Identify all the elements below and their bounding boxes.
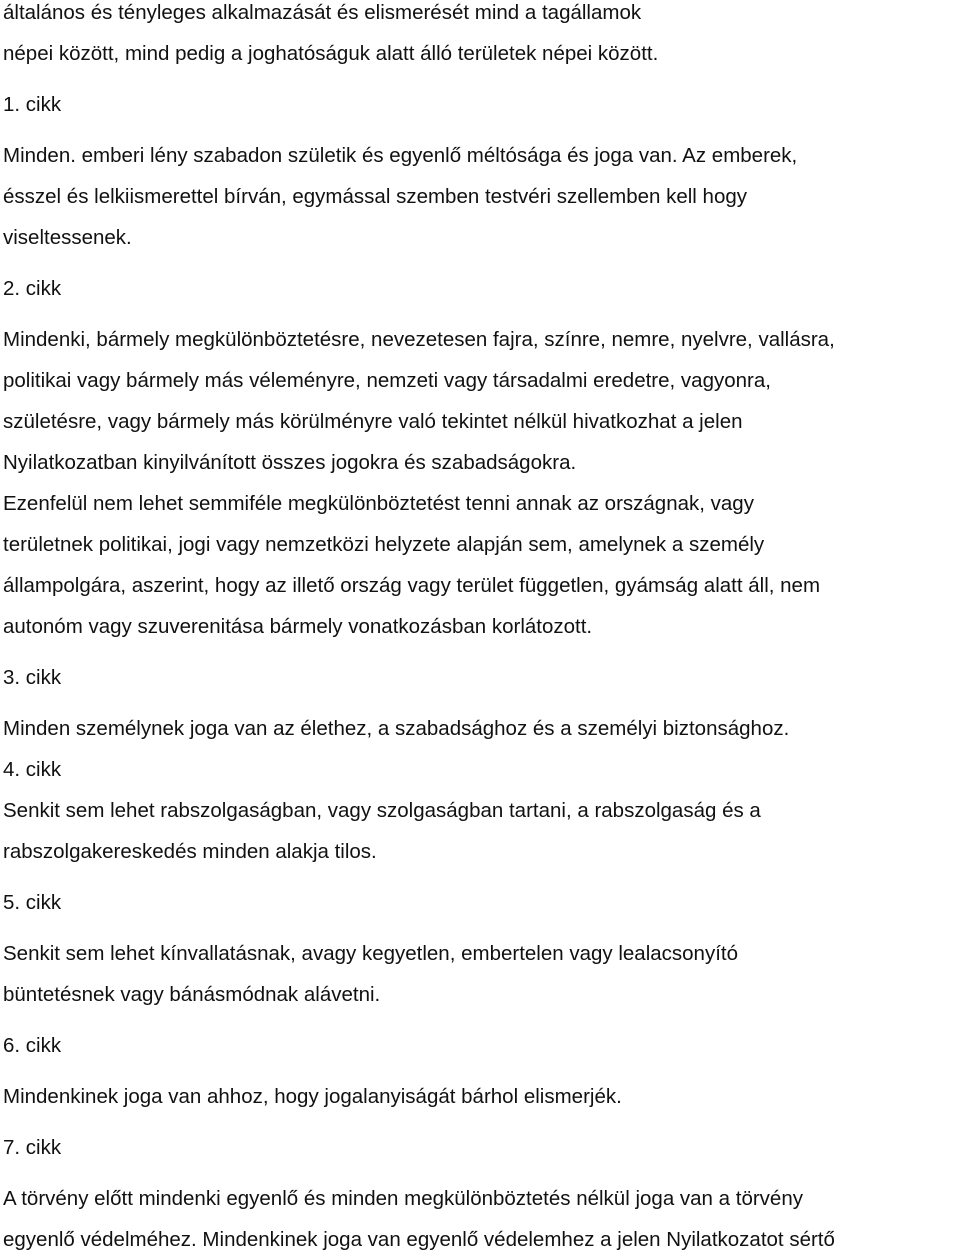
article-heading: 5. cikk <box>3 891 62 914</box>
paragraph-line: Minden. emberi lény szabadon születik és egyenlő méltósága és joga van. Az emberek, <box>3 144 798 167</box>
paragraph-line: Ezenfelül nem lehet semmiféle megkülönböztetést tenni annak az országnak, vagy <box>3 492 754 515</box>
paragraph-line: Mindenkinek joga van ahhoz, hogy jogalanyiságát bárhol elismerjék. <box>3 1085 622 1108</box>
paragraph-line: állampolgára, aszerint, hogy az illető ország vagy terület független, gyámság alatt áll, nem <box>3 574 821 597</box>
paragraph-line: egyenlő védelméhez. Mindenkinek joga van egyenlő védelemhez a jelen Nyilatkozatot sértő <box>3 1228 835 1251</box>
article-heading: 7. cikk <box>3 1136 62 1159</box>
paragraph-line: A törvény előtt mindenki egyenlő és minden megkülönböztetés nélkül joga van a törvény <box>3 1187 803 1210</box>
article-heading: 1. cikk <box>3 93 62 116</box>
paragraph-line: viseltessenek. <box>3 226 132 249</box>
paragraph-line: Mindenki, bármely megkülönböztetésre, nevezetesen fajra, színre, nemre, nyelvre, vallásra, <box>3 328 835 351</box>
article-heading: 3. cikk <box>3 666 62 689</box>
article-heading: 2. cikk <box>3 277 62 300</box>
paragraph-line: általános és tényleges alkalmazását és elismerését mind a tagállamok <box>3 1 642 24</box>
paragraph-line: politikai vagy bármely más véleményre, nemzeti vagy társadalmi eredetre, vagyonra, <box>3 369 771 392</box>
paragraph-line: születésre, vagy bármely más körülményre való tekintet nélkül hivatkozhat a jelen <box>3 410 743 433</box>
paragraph-line: Senkit sem lehet kínvallatásnak, avagy kegyetlen, embertelen vagy lealacsonyító <box>3 942 738 965</box>
article-heading: 6. cikk <box>3 1034 62 1057</box>
paragraph-line: autonóm vagy szuverenitása bármely vonatkozásban korlátozott. <box>3 615 593 638</box>
paragraph-line: rabszolgakereskedés minden alakja tilos. <box>3 840 377 863</box>
paragraph-line: területnek politikai, jogi vagy nemzetközi helyzete alapján sem, amelynek a személy <box>3 533 765 556</box>
paragraph-line: ésszel és lelkiismerettel bírván, egymással szemben testvéri szellemben kell hogy <box>3 185 748 208</box>
paragraph-line: Minden személynek joga van az élethez, a szabadsághoz és a személyi biztonsághoz. <box>3 717 790 740</box>
paragraph-line: Nyilatkozatban kinyilvánított összes jogokra és szabadságokra. <box>3 451 577 474</box>
article-heading: 4. cikk <box>3 758 62 781</box>
paragraph-line: büntetésnek vagy bánásmódnak alávetni. <box>3 983 381 1006</box>
paragraph-line: népei között, mind pedig a joghatóságuk alatt álló területek népei között. <box>3 42 659 65</box>
paragraph-line: Senkit sem lehet rabszolgaságban, vagy szolgaságban tartani, a rabszolgaság és a <box>3 799 761 822</box>
